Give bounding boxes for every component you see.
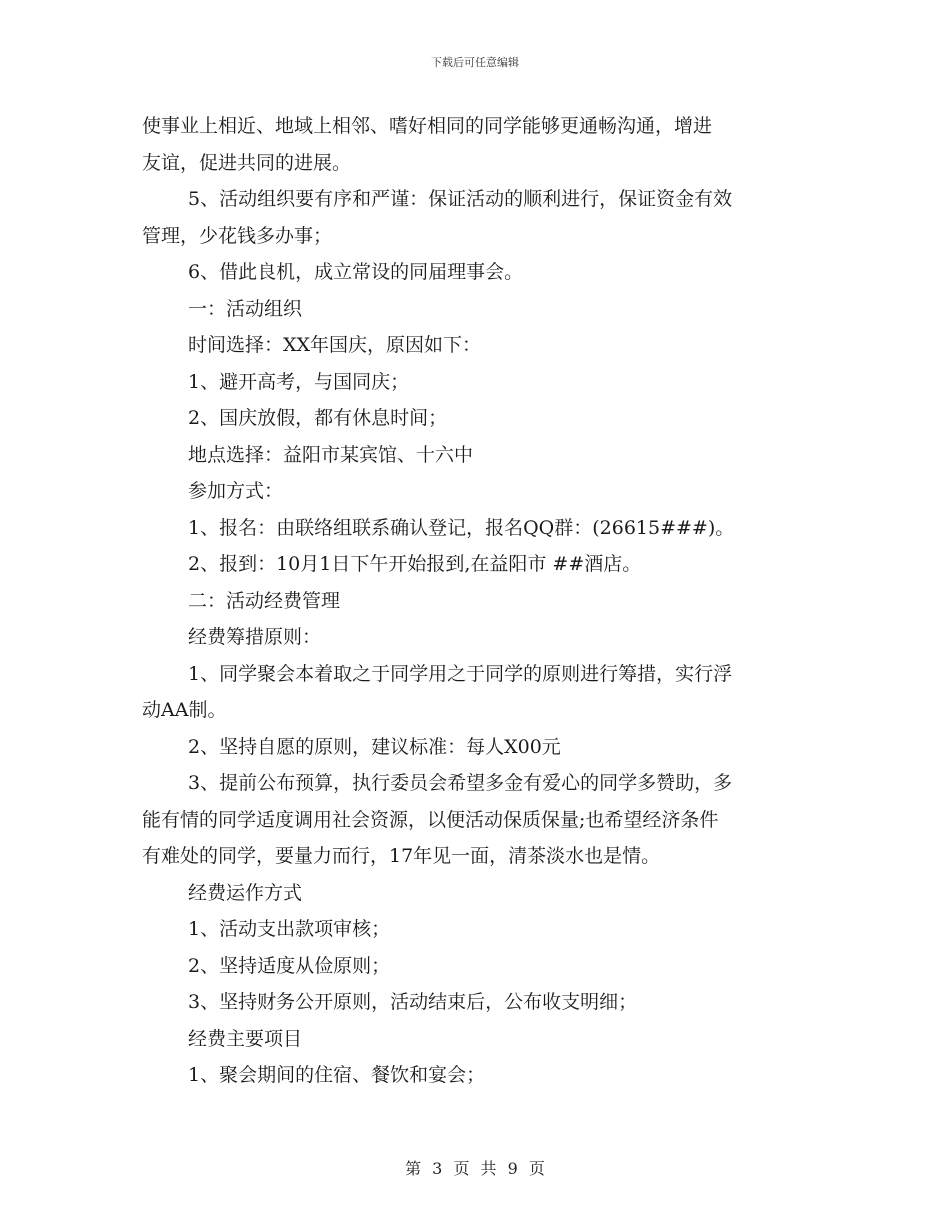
paragraph-line: 动AA制。 [142,699,227,721]
paragraph-line: 1、避开高考，与国同庆； [188,370,410,393]
paragraph-line: 参加方式： [188,480,284,502]
paragraph-line: 经费筹措原则： [188,626,322,648]
paragraph-line: 1、同学聚会本着取之于同学用之于同学的原则进行筹措，实行浮 [188,662,733,685]
page-header: 下载后可任意编辑 [431,56,519,69]
paragraph-line: 能有情的同学适度调用社会资源，以便活动保质保量;也希望经济条件 [142,808,719,831]
paragraph-line: 2、报到：10月1日下午开始报到,在益阳市 ##酒店。 [188,553,642,575]
paragraph-line: 经费主要项目 [188,1027,303,1050]
paragraph-line: 1、报名：由联络组联系确认登记，报名QQ群：(26615###)。 [188,516,735,539]
paragraph-line: 地点选择：益阳市某宾馆、十六中 [188,443,474,466]
paragraph-line: 6、借此良机，成立常设的同届理事会。 [188,261,524,283]
paragraph-line: 2、坚持自愿的原则，建议标准：每人X00元 [188,735,561,758]
paragraph-line: 经费运作方式 [188,881,303,904]
paragraph-line: 2、国庆放假，都有休息时间； [188,407,448,429]
paragraph-line: 友谊，促进共同的进展。 [142,151,352,174]
paragraph-line: 时间选择：XX年国庆，原因如下： [188,334,482,356]
paragraph-line: 3、提前公布预算，执行委员会希望多金有爱心的同学多赞助，多 [188,772,733,794]
paragraph-line: 3、坚持财务公开原则，活动结束后，公布收支明细； [188,991,638,1013]
paragraph-line: 2、坚持适度从俭原则； [188,954,391,977]
paragraph-line: 一：活动组织 [188,297,303,320]
page-footer: 第 3 页 共 9 页 [405,1159,545,1178]
paragraph-line: 二：活动经费管理 [188,589,341,612]
paragraph-line: 有难处的同学，要量力而行，17年见一面，清茶淡水也是情。 [142,845,661,867]
paragraph-line: 1、聚会期间的住宿、餐饮和宴会； [188,1064,486,1086]
paragraph-line: 管理，少花钱多办事； [142,224,333,247]
document-body [142,108,822,1094]
paragraph-line: 使事业上相近、地域上相邻、嗜好相同的同学能够更通畅沟通，增进 [142,115,713,137]
paragraph-line: 5、活动组织要有序和严谨：保证活动的顺利进行，保证资金有效 [188,188,733,210]
paragraph-line: 1、活动支出款项审核； [188,918,391,940]
